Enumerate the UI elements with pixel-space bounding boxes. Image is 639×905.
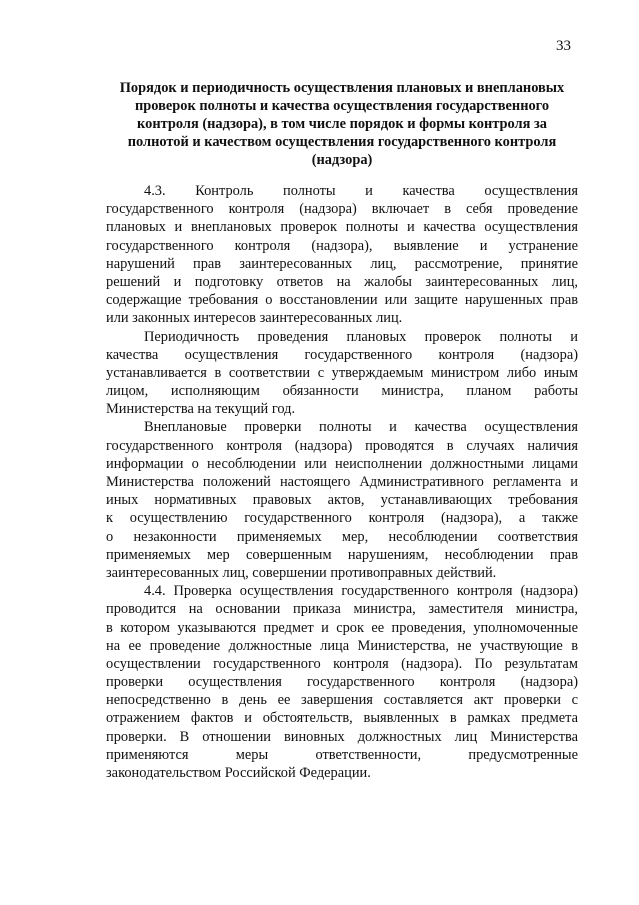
text-line: проверки. В отношении виновных должностных лиц Министерства: [106, 728, 578, 745]
heading-line: контроля (надзора), в том числе порядок и формы контроля за: [137, 116, 547, 132]
heading-line: Порядок и периодичность осуществления плановых и внеплановых: [119, 80, 565, 96]
text-line: отражением фактов и обстоятельств, выявленных в рамках предмета: [106, 710, 578, 727]
text-line: Министерства положений настоящего Административного регламента и: [106, 474, 578, 490]
text-line: плановых и внеплановых проверок полноты и качества осуществления: [106, 219, 578, 236]
text-line: нарушений прав заинтересованных лиц, рассмотрение, принятие: [106, 255, 578, 272]
text-line: государственного контроля (надзора), выявление и устранение: [106, 237, 578, 254]
text-line: 4.4. Проверка осуществления государственного контроля (надзора): [144, 583, 578, 600]
text-line: применяемых мер совершенным нарушениям, несоблюдении прав: [106, 546, 578, 563]
text-line: решений и подготовку ответов на жалобы заинтересованных лиц,: [106, 273, 578, 290]
text-line: Периодичность проведения плановых проверок полноты и: [144, 328, 578, 345]
text-line: проверки осуществления государственного контроля (надзора): [106, 674, 578, 691]
paragraph-unscheduled: [106, 418, 578, 582]
text-line: Внеплановые проверки полноты и качества осуществления: [144, 419, 578, 436]
paragraph-4-3: [106, 182, 578, 328]
text-line: устанавливается в соответствии с утверждаемым министром либо иным: [106, 364, 578, 381]
text-line: или законных интересов заинтересованных лиц.: [106, 310, 403, 327]
text-line: содержащие требования о восстановлении или защите нарушенных прав: [106, 292, 578, 309]
section-heading: [102, 79, 582, 169]
text-line: непосредственно в день ее завершения составляется акт проверки с: [106, 692, 578, 709]
text-line: законодательством Российской Федерации.: [106, 765, 371, 781]
heading-line: полнотой и качеством осуществления государственного контроля: [127, 134, 557, 150]
text-line: лицом, исполняющим обязанности министра, планом работы: [106, 383, 578, 400]
text-line: о незаконности применяемых мер, несоблюдении соответствия: [106, 528, 578, 545]
page-number: 33: [556, 38, 571, 54]
text-line: 4.3. Контроль полноты и качества осуществления: [144, 183, 578, 199]
text-line: проводится на основании приказа министра, заместителя министра,: [106, 601, 578, 618]
text-line: иных нормативных правовых актов, устанавливающих требования: [106, 492, 578, 509]
text-line: информации о несоблюдении или неисполнении должностными лицами: [106, 455, 578, 472]
text-line: к осуществлению государственного контроля (надзора), а также: [106, 510, 578, 527]
text-line: государственного контроля (надзора) проводятся в случаях наличия: [106, 437, 578, 454]
heading-line: проверок полноты и качества осуществления государственного: [134, 98, 550, 114]
text-line: заинтересованных лиц, совершении противоправных действий.: [106, 564, 497, 581]
text-line: применяются меры ответственности, предусмотренные: [106, 746, 578, 763]
text-line: в котором указываются предмет и срок ее проведения, уполномоченные: [106, 619, 578, 636]
paragraph-periodicity: [106, 328, 578, 419]
text-line: Министерства на текущий год.: [106, 401, 296, 418]
heading-line: (надзора): [311, 152, 373, 168]
paragraph-4-4: [106, 582, 578, 782]
text-line: осуществлении государственного контроля (надзора). По результатам: [106, 655, 578, 672]
text-line: на ее проведение должностные лица Министерства, не участвующие в: [106, 637, 578, 654]
text-line: качества осуществления государственного контроля (надзора): [106, 346, 578, 363]
body-text: [106, 182, 578, 782]
text-line: государственного контроля (надзора) включает в себя проведение: [106, 201, 578, 218]
